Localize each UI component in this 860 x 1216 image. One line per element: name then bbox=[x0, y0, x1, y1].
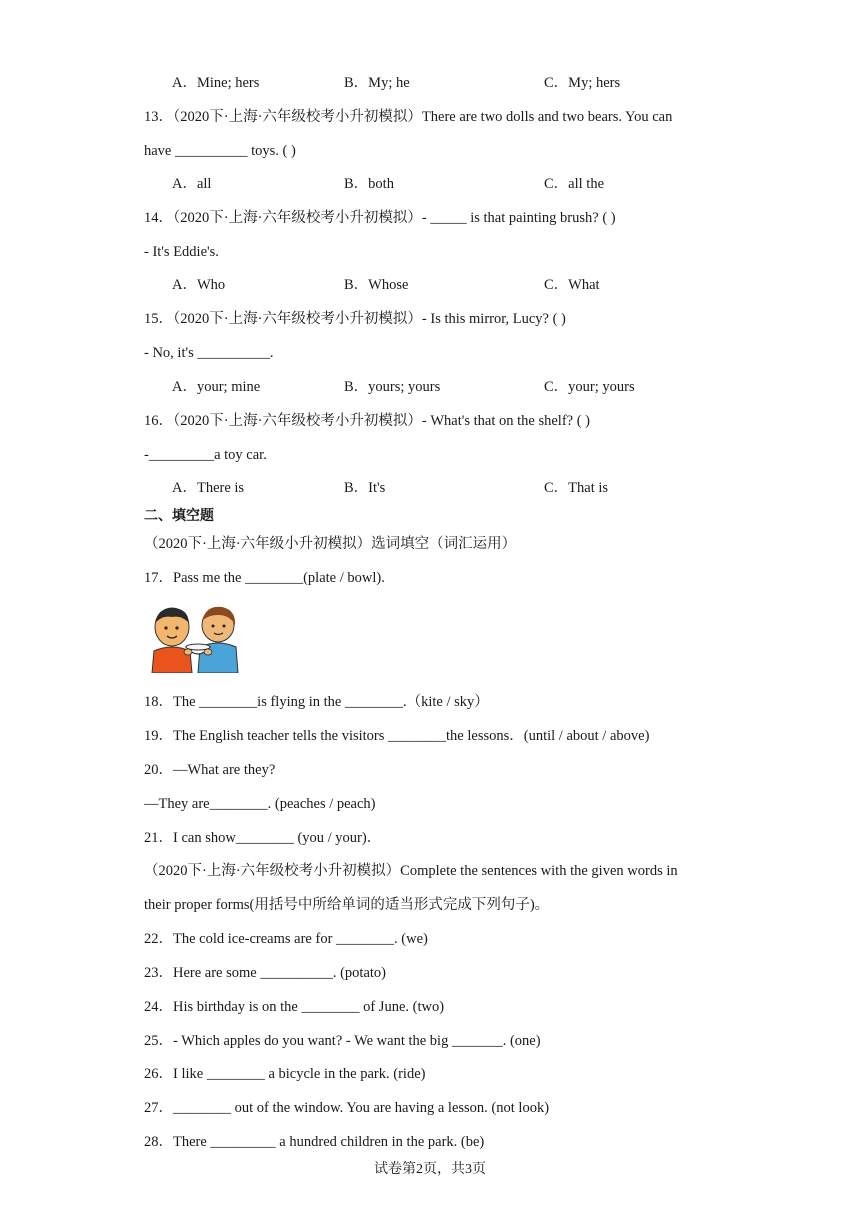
section-intro: （2020下·上海·六年级小升初模拟）选词填空（词汇运用） bbox=[144, 536, 517, 552]
q15-text-cont: - No, it's __________. bbox=[144, 345, 274, 361]
q13-text-cont: have __________ toys. ( ) bbox=[144, 143, 296, 159]
q24-text: 24．His birthday is on the ________ of June. (two) bbox=[144, 999, 445, 1015]
q18-text: 18．The ________is flying in the ________.（kite / sky） bbox=[144, 694, 489, 710]
section3-intro-cont: their proper forms(用括号中所给单词的适当形式完成下列句子)。 bbox=[144, 897, 550, 913]
q15-text: 15．（2020下·上海·六年级校考小升初模拟）- Is this mirror, Lucy? ( ) bbox=[144, 311, 566, 327]
q16-options bbox=[172, 478, 732, 498]
section3-intro: （2020下·上海·六年级校考小升初模拟）Complete the sentences with the given words in bbox=[144, 863, 678, 879]
q25-text: 25．- Which apples do you want? - We want the big _______. (one) bbox=[144, 1033, 541, 1049]
q16-text: 16．（2020下·上海·六年级校考小升初模拟）- What's that on the shelf? ( ) bbox=[144, 413, 591, 429]
q15-option-b[interactable]: B．yours; yours bbox=[344, 379, 441, 395]
q12-options bbox=[172, 73, 732, 93]
q16-option-c[interactable]: C．That is bbox=[544, 480, 609, 496]
q12-option-a[interactable]: A．Mine; hers bbox=[172, 75, 260, 91]
q13-option-c[interactable]: C．all the bbox=[544, 176, 605, 192]
q14-text: 14．（2020下·上海·六年级校考小升初模拟）- _____ is that painting brush? ( ) bbox=[144, 210, 616, 226]
q27-text: 27．________ out of the window. You are having a lesson. (not look) bbox=[144, 1100, 550, 1116]
q13-option-a[interactable]: A．all bbox=[172, 176, 212, 192]
q21-text: 21．I can show________ (you / your)． bbox=[144, 830, 382, 846]
q12-option-b[interactable]: B．My; he bbox=[344, 75, 410, 91]
section-heading: 二、填空题 bbox=[144, 508, 214, 524]
q14-option-c[interactable]: C．What bbox=[544, 277, 600, 293]
q14-option-b[interactable]: B．Whose bbox=[344, 277, 409, 293]
q19-text: 19．The English teacher tells the visitors ________the lessons．(until / about / above) bbox=[144, 728, 650, 744]
q14-text-cont: - It's Eddie's. bbox=[144, 244, 219, 260]
q16-option-a[interactable]: A．There is bbox=[172, 480, 245, 496]
q17-text: 17．Pass me the ________(plate / bowl). bbox=[144, 570, 385, 586]
q16-text-cont: -_________a toy car. bbox=[144, 447, 267, 463]
q22-text: 22．The cold ice-creams are for ________. (we) bbox=[144, 931, 428, 947]
children-bowl-illustration bbox=[146, 603, 242, 673]
q13-options bbox=[172, 174, 732, 194]
q13-text: 13．（2020下·上海·六年级校考小升初模拟）There are two dolls and two bears. You can bbox=[144, 109, 673, 125]
q23-text: 23．Here are some __________. (potato) bbox=[144, 965, 387, 981]
q26-text: 26．I like ________ a bicycle in the park. (ride) bbox=[144, 1066, 426, 1082]
q15-option-c[interactable]: C．your; yours bbox=[544, 379, 635, 395]
q13-option-b[interactable]: B．both bbox=[344, 176, 394, 192]
page-footer: 试卷第2页，共3页 bbox=[374, 1162, 486, 1177]
q28-text: 28．There _________ a hundred children in the park. (be) bbox=[144, 1134, 485, 1150]
q12-option-c[interactable]: C．My; hers bbox=[544, 75, 621, 91]
q20-text: 20．—What are they? bbox=[144, 762, 276, 778]
q14-option-a[interactable]: A．Who bbox=[172, 277, 226, 293]
q15-options bbox=[172, 377, 732, 397]
q20-text-cont: —They are________. (peaches / peach) bbox=[144, 796, 376, 812]
q16-option-b[interactable]: B．It's bbox=[344, 480, 386, 496]
q14-options bbox=[172, 275, 732, 295]
q15-option-a[interactable]: A．your; mine bbox=[172, 379, 261, 395]
